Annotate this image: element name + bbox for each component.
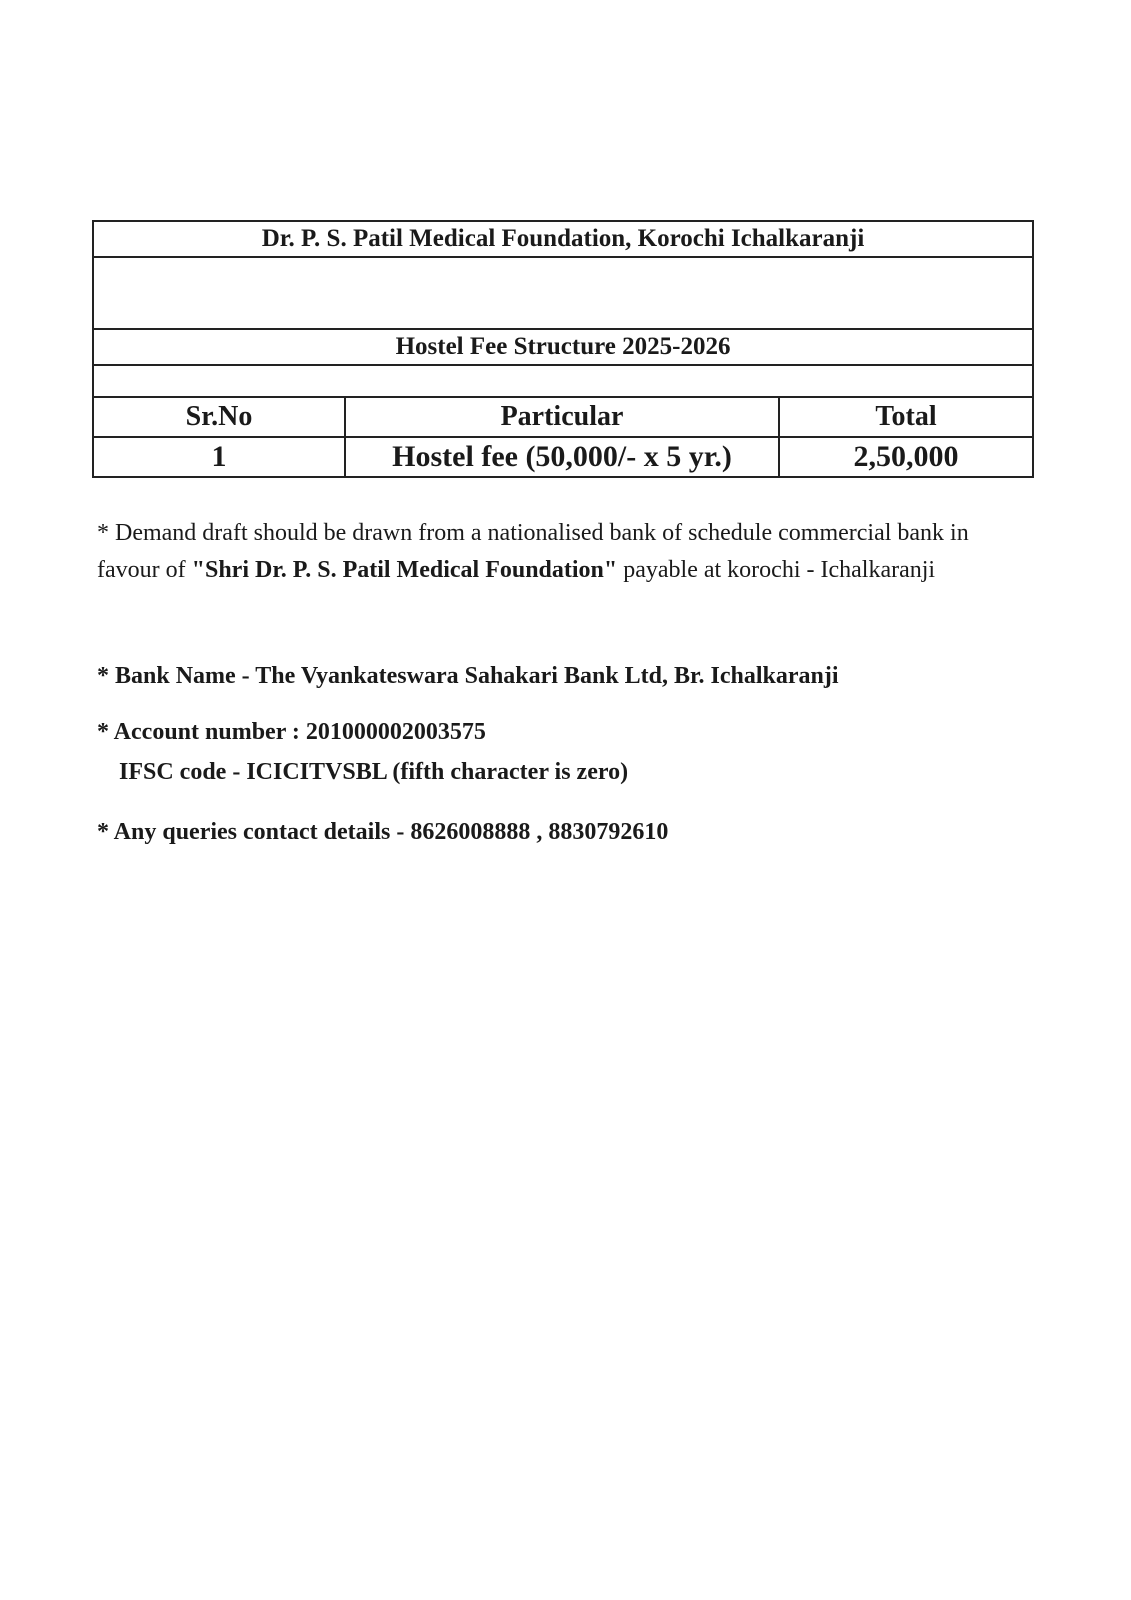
subtitle-row	[93, 329, 1033, 365]
account-details-note	[97, 712, 1037, 792]
table-row	[93, 437, 1033, 477]
bank-name-note: * Bank Name - The Vyankateswara Sahakari Bank Ltd, Br. Ichalkaranji	[97, 663, 839, 689]
fee-structure-table	[92, 220, 1034, 478]
header-sr-no: Sr.No	[93, 397, 345, 437]
demand-draft-payee: "Shri Dr. P. S. Patil Medical Foundation"	[191, 557, 618, 583]
blank-cell	[93, 257, 1033, 329]
org-title: Dr. P. S. Patil Medical Foundation, Korochi Ichalkaranji	[93, 221, 1033, 257]
table-header-row	[93, 397, 1033, 437]
org-title-row	[93, 221, 1033, 257]
header-total: Total	[779, 397, 1033, 437]
fee-structure-subtitle: Hostel Fee Structure 2025-2026	[93, 329, 1033, 365]
demand-draft-note	[97, 515, 1037, 589]
contact-details-note: * Any queries contact details - 8626008888 , 8830792610	[97, 819, 669, 845]
demand-draft-text: * Demand draft should be drawn from a nationalised bank of schedule commercial bank in favour of	[97, 520, 969, 583]
gap-row	[93, 365, 1033, 397]
cell-particular: Hostel fee (50,000/- x 5 yr.)	[345, 437, 779, 477]
header-particular: Particular	[345, 397, 779, 437]
gap-cell	[93, 365, 1033, 397]
cell-sr-no: 1	[93, 437, 345, 477]
cell-total: 2,50,000	[779, 437, 1033, 477]
blank-row	[93, 257, 1033, 329]
ifsc-code: IFSC code - ICICITVSBL (fifth character is zero)	[119, 759, 629, 785]
demand-draft-payable: payable at korochi - Ichalkaranji	[617, 557, 936, 583]
account-number: * Account number : 201000002003575	[97, 719, 486, 745]
